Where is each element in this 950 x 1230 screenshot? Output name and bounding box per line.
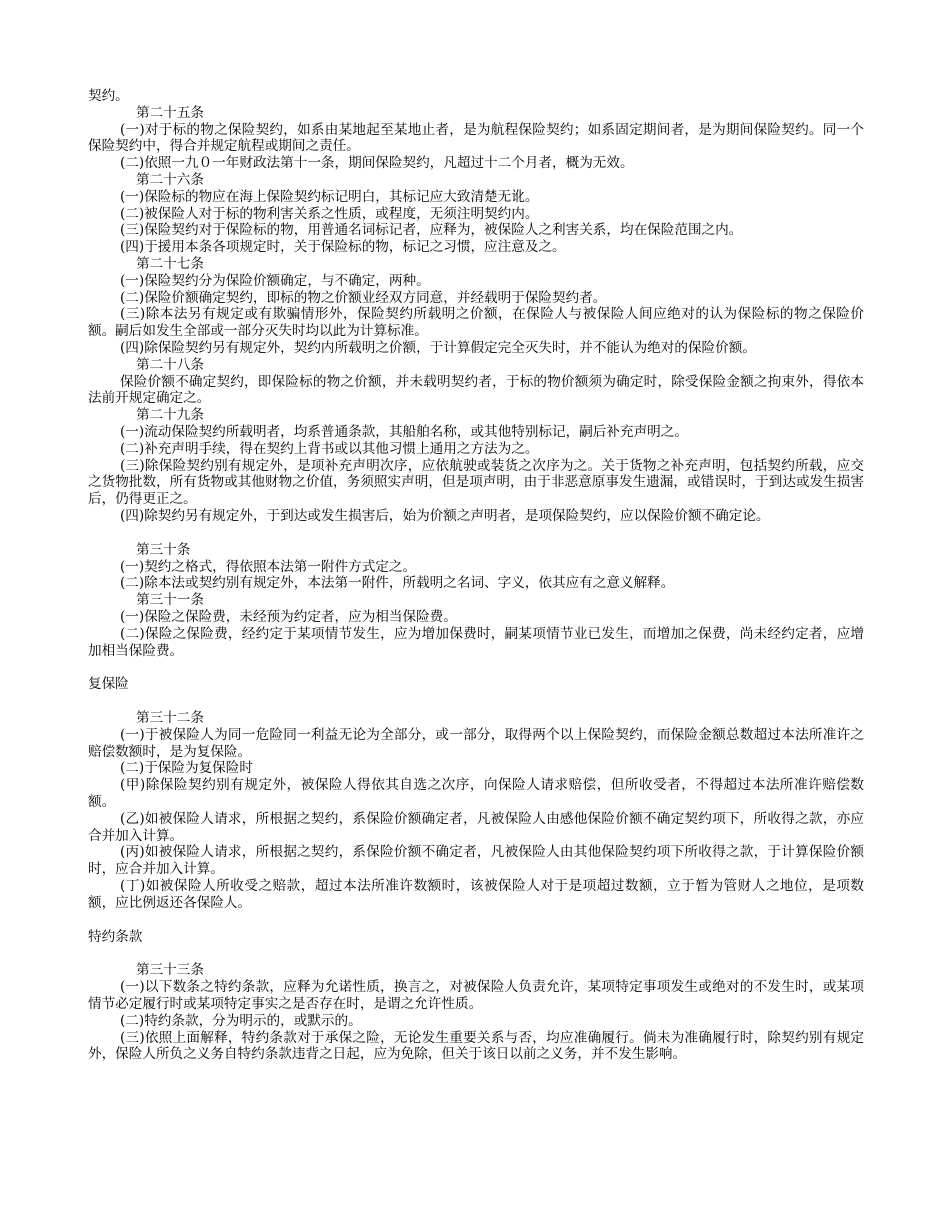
paragraph: (二)于保险为复保险时 (120, 760, 253, 777)
paragraph: (二)保险价额确定契约，即标的物之价额业经双方同意，并经载明于保险契约者。 (120, 289, 607, 306)
paragraph: (乙)如被保险人请求，所根据之契约，系保险价额确定者，凡被保险人由感他保险价额不确定契约项下，所收得之款，亦应合并加入计算。 (88, 810, 864, 844)
paragraph: (三)依照上面解释，特约条款对于承保之险，无论发生重要关系与否，均应准确履行。倘未为准确履行时，除契约别有规定外，保险人所负之义务自特约条款违背之日起，应为免除，但关于该日以前之义务，并不发生影响。 (88, 1029, 864, 1063)
paragraph-gap (88, 693, 864, 710)
article-heading: 第二十五条 (136, 104, 204, 121)
paragraph: (三)保险契约对于保险标的物，用普通名词标记者，应释为，被保险人之利害关系，均在保险范围之内。 (120, 222, 743, 239)
paragraph: (二)特约条款，分为明示的，或默示的。 (120, 1012, 362, 1029)
article-heading: 第三十条 (136, 541, 191, 558)
paragraph: (二)被保险人对于标的物利害关系之性质，或程度，无须注明契约内。 (120, 205, 539, 222)
article-heading: 第二十六条 (136, 171, 204, 188)
article-heading: 第三十二条 (136, 710, 204, 727)
article-heading: 第三十一条 (136, 592, 204, 609)
paragraph: (四)于援用本条各项规定时，关于保险标的物，标记之习惯，应注意及之。 (120, 239, 566, 256)
article-heading: 第二十八条 (136, 356, 204, 373)
paragraph: (一)保险之保险费，未经预为约定者，应为相当保险费。 (120, 608, 457, 625)
article-heading: 第二十七条 (136, 255, 204, 272)
paragraph: (三)除本法另有规定或有欺骗情形外，保险契约所载明之价额，在保险人与被保险人间应绝对的认为保险标的物之保险价额。嗣后如发生全部或一部分灭失时均以此为计算标准。 (88, 306, 864, 340)
paragraph: (一)契约之格式，得依照本法第一附件方式定之。 (120, 558, 417, 575)
paragraph: (一)流动保险契约所载明者，均系普通条款，其船舶名称，或其他特别标记，嗣后补充声明之。 (120, 423, 688, 440)
paragraph: (四)除保险契约另有规定外，契约内所载明之价额，于计算假定完全灭失时，并不能认为绝对的保险价额。 (120, 339, 756, 356)
article-heading: 第二十九条 (136, 407, 204, 424)
paragraph: (四)除契约另有规定外，于到达或发生损害后，始为价额之声明者，是项保险契约，应以保险价额不确定论。 (120, 507, 770, 524)
paragraph: 保险价额不确定契约，即保险标的物之价额，并未载明契约者，于标的物价额须为确定时，除受保险金额之拘束外，得依本法前开规定确定之。 (88, 373, 864, 407)
article-heading: 第三十三条 (136, 962, 204, 979)
paragraph: (甲)除保险契约别有规定外，被保险人得依其自选之次序，向保险人请求赔偿，但所收受者，不得超过本法所准许赔偿数额。 (88, 777, 864, 811)
paragraph-gap (88, 659, 864, 676)
paragraph-gap (88, 945, 864, 962)
document-page (88, 88, 864, 1063)
paragraph-gap (88, 912, 864, 929)
section-heading: 特约条款 (88, 928, 143, 945)
paragraph: (丁)如被保险人所收受之赔款，超过本法所准许数额时，该被保险人对于是项超过数额，立于暂为管财人之地位，是项数额，应比例返还各保险人。 (88, 878, 864, 911)
paragraph: (二)保险之保险费，经约定于某项情节发生，应为增加保费时，嗣某项情节业已发生，而增加之保费，尚未经约定者，应增加相当保险费。 (88, 625, 864, 659)
paragraph: (一)以下数条之特约条款，应释为允诺性质，换言之，对被保险人负责允许，某项特定事项发生或绝对的不发生时，或某项情节必定履行时或某项特定事实之是否存在时，是谓之允许性质。 (88, 979, 864, 1013)
paragraph: (二)补充声明手续，得在契约上背书或以其他习惯上通用之方法为之。 (120, 440, 539, 457)
section-heading: 复保险 (88, 676, 129, 693)
paragraph-gap (88, 525, 864, 542)
paragraph: (三)除保险契约别有规定外，是项补充声明次序，应依航驶或装货之次序为之。关于货物之补充声明，包括契约所载，应交之货物批数，所有货物或其他财物之价值，务须照实声明，但是项声明，由于非恶意原事发生遗漏，或错误时，于到达或发生损害后，仍得更正之。 (88, 457, 864, 508)
paragraph: (丙)如被保险人请求，所根据之契约，系保险价额不确定者，凡被保险人由其他保险契约项下所收得之款，于计算保险价额时，应合并加入计算。 (88, 844, 864, 878)
paragraph: (二)依照一九０一年财政法第十一条，期间保险契约，凡超过十二个月者，概为无效。 (120, 155, 634, 172)
paragraph: 契约。 (88, 88, 129, 104)
paragraph: (一)对于标的物之保险契约，如系由某地起至某地止者，是为航程保险契约；如系固定期间者，是为期间保险契约。同一个保险契约中，得合并规定航程或期间之责任。 (88, 121, 864, 155)
paragraph: (一)保险标的物应在海上保险契约标记明白，其标记应大致清楚无讹。 (120, 188, 539, 205)
paragraph: (一)保险契约分为保险价额确定，与不确定，两种。 (120, 272, 430, 289)
paragraph: (二)除本法或契约别有规定外，本法第一附件，所载明之名词、字义，依其应有之意义解释。 (120, 575, 675, 592)
paragraph: (一)于被保险人为同一危险同一利益无论为全部分，或一部分，取得两个以上保险契约，而保险金额总数超过本法所准许之赔偿数额时，是为复保险。 (88, 726, 864, 760)
